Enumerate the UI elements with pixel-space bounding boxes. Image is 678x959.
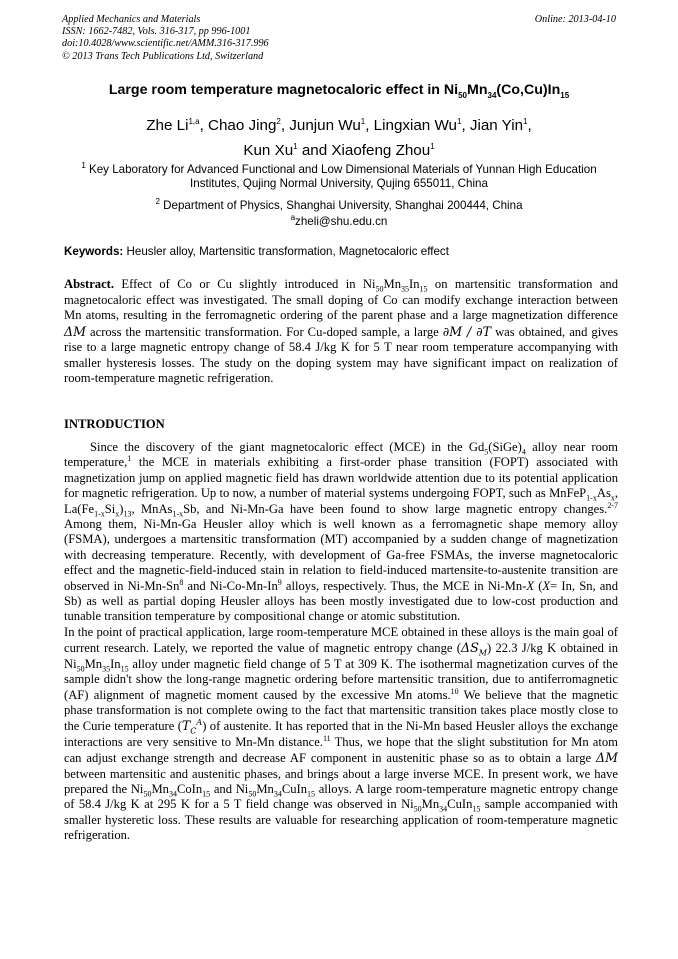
section-title: INTRODUCTION [64, 417, 165, 431]
abstract-text: Effect of Co or Cu slightly introduced in $Ni_{50}Mn_{35}In_{15}$ on martensitic transformation and magnetocaloric effect was investigated. The small doping of Co can modify exchange interaction between Mn atoms, resulting in the ferromagnetic ordering of the parent phase and a large magnetization difference ΔM across the martensitic transformation. For Cu-doped sample, a large ∂M / ∂T was obtained, and gives rise to a large magnetic entropy change of 58.4 J/kg K for 5 T near room temperature accompanying with smaller hysteresis losses. The study on the doping system may have significant impact on realization of room-temperature magnetic refrigeration. [64, 277, 618, 385]
intro-paragraph-1: Since the discovery of the giant magnetocaloric effect (MCE) in the $Gd_5(SiGe)_4$ alloy near room temperature,$^1$ the MCE in materials exhibiting a first-order phase transition (FOPT) associated with magnetization jump on applied magnetic field has drawn worldwide attention due to its potential application for magnetic refrigeration. Up to now, a number of material systems undergoing FOPT, such as $MnFeP_{1-x}As_x$, $La(Fe_{1-x}Si_x)_{13}$, MnAs$_{1-x}$Sb, and Ni-Mn-Ga have been found to show large magnetic entropy changes.$^{2-7}$ Among them, Ni-Mn-Ga Heusler alloy which is well known as a ferromagnetic shape memory alloy (FSMA), undergoes a martensitic transformation (MT) accompanied by a sudden change of magnetization with decreasing temperature. Recently, with development of Ga-free FSMAs, the inverse magnetocaloric effect and the magnetic-field-induced stain in relation to field-induced martensite-to-austenite transition are observed in Ni-Mn-Sn$^8$ and Ni-Co-Mn-In$^9$ alloys, respectively. Thus, the MCE in Ni-Mn-X (X= In, Sn, and Sb) as well as partial doping Heusler alloys has been mostly investigated due to low-cost production and tunable transition temperature by compositional change or atomic substitution. [64, 440, 618, 624]
copyright: © 2013 Trans Tech Publications Ltd, Switzerland [62, 50, 264, 62]
issn: ISSN: 1662-7482, Vols. 316-317, pp 996-1001 [62, 26, 251, 38]
introduction-body [64, 440, 618, 844]
journal-header [62, 14, 616, 63]
online-date: Online: 2013-04-10 [534, 14, 616, 25]
doi: doi:10.4028/www.scientific.net/AMM.316-317.996 [62, 38, 269, 50]
keywords-text: Heusler alloy, Martensitic transformation, Magnetocaloric effect [126, 245, 449, 258]
author-list: Zhe Li$^{1,a}$, Chao Jing$^2$, Junjun Wu$^1$, Lingxian Wu$^1$, Jian Yin$^1$, Kun Xu$^1$ and Xiaofeng Zhou$^1$ [146, 116, 532, 159]
affiliation-1: $^1$ Key Laboratory for Advanced Functional and Low Dimensional Materials of Yunnan High Education Institutes, Qujing Normal University, Qujing 655011, China [81, 161, 597, 190]
journal-name: Applied Mechanics and Materials [62, 14, 201, 25]
abstract-label: Abstract. [64, 277, 115, 291]
abstract [64, 277, 618, 387]
intro-paragraph-2: In the point of practical application, large room-temperature MCE obtained in these alloys is the main goal of current research. Lately, we reported the value of magnetic entropy change $(\Delta S_M)$ 22.3 J/kg K obtained in $Ni_{50}Mn_{35}In_{15}$ alloy under magnetic field change of 5 T at 309 K. The isothermal magnetization curves of the sample didn't show the long-range magnetic ordering before martensitic transition, due to antiferromagnetic (AF) alignment of magnetic moment caused by the excessive Mn atoms.$^{10}$ We believe that the magnetic phase transformation is not complete owing to the fact that martensitic transition takes place mostly close to the Curie temperature $(T_C^A)$ of austenite. It has reported that in the Ni-Mn based Heusler alloys the exchange interactions are very sensitive to Mn-Mn distance.$^{11}$ Thus, we hope that the slight substitution for Mn atom can adjust exchange strength and decrease AF component in austenitic phase so as to obtain a large ΔM between martensitic and austenitic phases, and brings about a large inverse MCE. In present work, we have prepared the $Ni_{50}Mn_{34}CoIn_{15}$ and $Ni_{50}Mn_{34}CuIn_{15}$ alloys. A large room-temperature magnetic entropy change of 58.4 J/kg K at 295 K for a 5 T field change was observed in $Ni_{50}Mn_{34}CuIn_{15}$ sample accompanied with smaller hysteretic loss. These results are valuable for researching application of room-temperature magnetic refrigeration. [64, 624, 619, 843]
email: $^a$zheli@shu.edu.cn [290, 213, 388, 228]
affiliation-2: $^2$ Department of Physics, Shanghai University, Shanghai 200444, China [155, 197, 523, 212]
paper-title: Large room temperature magnetocaloric effect in $Ni_{50}Mn_{34}(Co,Cu)In_{15}$ [108, 82, 570, 100]
keywords-label: Keywords: [64, 245, 124, 258]
keywords [64, 245, 620, 258]
